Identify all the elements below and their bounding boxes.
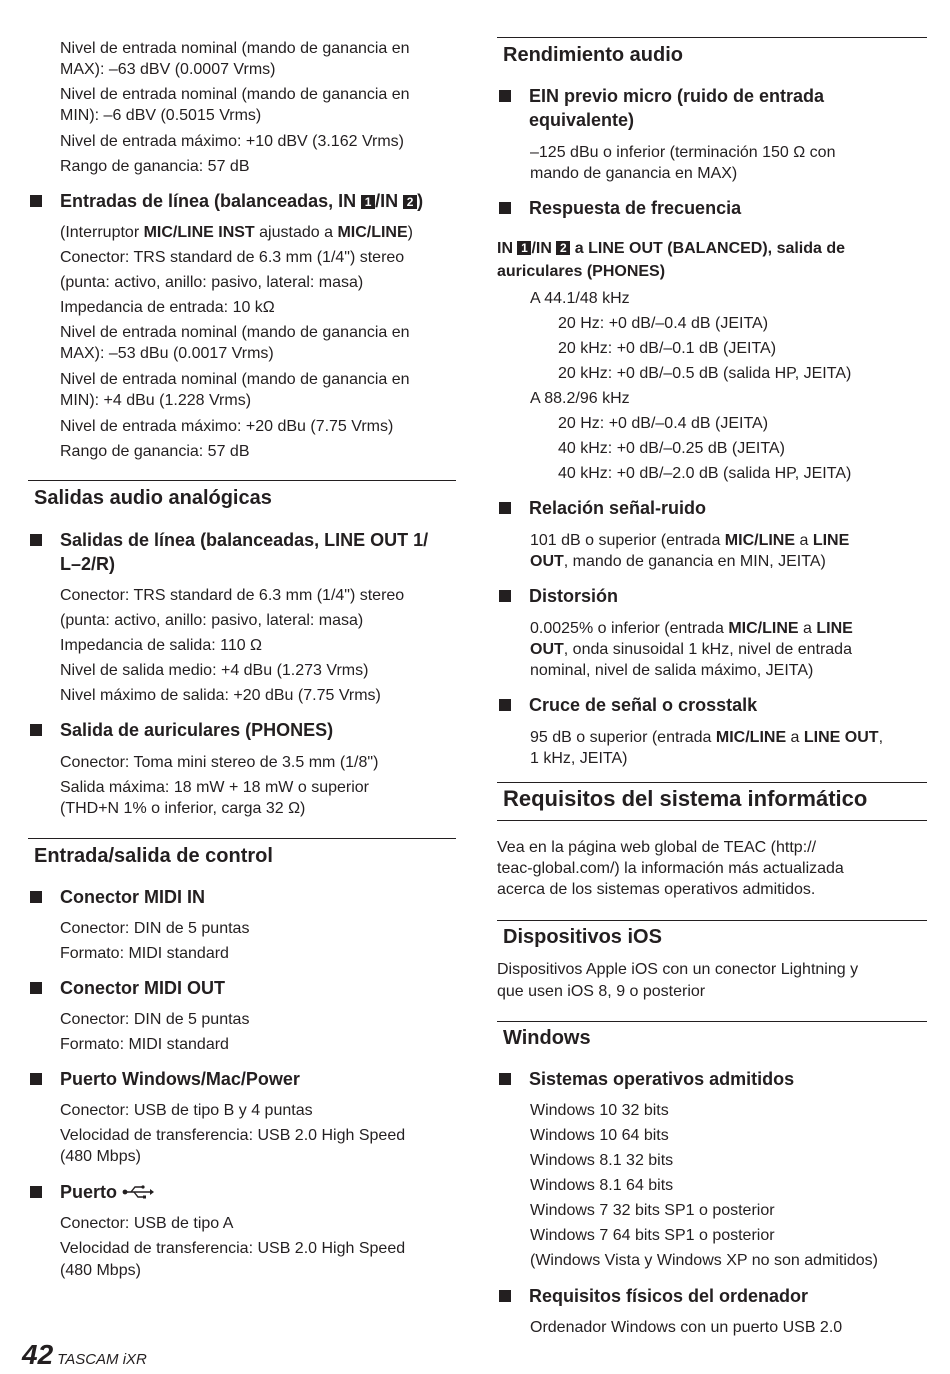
bullet-square-icon <box>499 502 511 514</box>
spec-line: MAX): –63 dBV (0.0007 Vrms) <box>60 61 276 78</box>
spec-line: Formato: MIDI standard <box>60 1036 229 1053</box>
os-list-item: Windows 10 64 bits <box>530 1127 669 1144</box>
spec-line: A 88.2/96 kHz <box>530 390 630 407</box>
spec-line: Nivel de entrada nominal (mando de ganancia en <box>60 324 410 341</box>
input-number-badge: 2 <box>403 195 417 209</box>
section-heading-phones: Salida de auriculares (PHONES) <box>28 718 333 742</box>
bullet-square-icon <box>30 195 42 207</box>
bullet-square-icon <box>499 590 511 602</box>
page-footer <box>22 1340 147 1370</box>
section-heading-crosstalk: Cruce de señal o crosstalk <box>497 693 757 717</box>
spec-line: Nivel de entrada máximo: +10 dBV (3.162 Vrms) <box>60 133 405 150</box>
os-list-item: Windows 7 64 bits SP1 o posterior <box>530 1227 775 1244</box>
section-heading-line-outputs-cont: L–2/R) <box>60 554 116 574</box>
spec-line: Impedancia de salida: 110 Ω <box>60 637 263 654</box>
bullet-square-icon <box>30 534 42 546</box>
spec-line: Ordenador Windows con un puerto USB 2.0 <box>530 1319 843 1336</box>
spec-line: Conector: USB de tipo B y 4 puntas <box>60 1102 313 1119</box>
section-heading-ein: EIN previo micro (ruido de entrada <box>497 84 824 108</box>
spec-line: Conector: TRS standard de 6.3 mm (1/4") stereo <box>60 249 405 266</box>
page-number: 42 <box>22 1339 54 1370</box>
section-heading-frequency-response: Respuesta de frecuencia <box>497 196 741 220</box>
spec-line: Rango de ganancia: 57 dB <box>60 158 250 175</box>
section-divider <box>28 838 456 839</box>
section-divider <box>497 920 927 921</box>
spec-line: 20 kHz: +0 dB/–0.1 dB (JEITA) <box>558 340 777 357</box>
section-title-control-io: Entrada/salida de control <box>34 845 273 867</box>
bullet-square-icon <box>30 891 42 903</box>
spec-line: Conector: DIN de 5 puntas <box>60 920 250 937</box>
bullet-square-icon <box>499 1290 511 1302</box>
section-heading-usb-port: Puerto <box>28 1180 154 1204</box>
spec-line: (punta: activo, anillo: pasivo, lateral: masa) <box>60 274 364 291</box>
section-heading-snr: Relación señal-ruido <box>497 496 706 520</box>
spec-line: 95 dB o superior (entrada MIC/LINE a LINE OUT, <box>530 729 884 746</box>
section-heading-usb-power: Puerto Windows/Mac/Power <box>28 1067 300 1091</box>
section-divider <box>28 480 456 481</box>
body-text: que usen iOS 8, 9 o posterior <box>497 983 706 1000</box>
section-heading-line-inputs: Entradas de línea (balanceadas, IN 1 /IN 2 ) <box>28 189 423 213</box>
body-text: Vea en la página web global de TEAC (http:// <box>497 839 817 856</box>
spec-line: MAX): –53 dBu (0.0017 Vrms) <box>60 345 274 362</box>
usb-trident-icon <box>122 1185 154 1199</box>
body-text: teac-global.com/) la información más actualizada <box>497 860 844 877</box>
spec-line: 101 dB o superior (entrada MIC/LINE a LINE <box>530 532 850 549</box>
spec-line: Nivel de entrada máximo: +20 dBu (7.75 Vrms) <box>60 418 394 435</box>
section-title-analog-outputs: Salidas audio analógicas <box>34 487 272 509</box>
section-title-system-requirements: Requisitos del sistema informático <box>503 786 868 811</box>
spec-line: 20 Hz: +0 dB/–0.4 dB (JEITA) <box>558 315 769 332</box>
section-heading-line-outputs: Salidas de línea (balanceadas, LINE OUT 1/ <box>28 528 428 552</box>
spec-line: Velocidad de transferencia: USB 2.0 High Speed <box>60 1240 406 1257</box>
spec-line: 40 kHz: +0 dB/–2.0 dB (salida HP, JEITA) <box>558 465 852 482</box>
spec-line: 20 kHz: +0 dB/–0.5 dB (salida HP, JEITA) <box>558 365 852 382</box>
input-number-badge: 1 <box>517 241 531 255</box>
section-heading-distortion: Distorsión <box>497 584 618 608</box>
bullet-square-icon <box>30 1073 42 1085</box>
frequency-response-subheading-cont: auriculares (PHONES) <box>497 263 666 280</box>
spec-line: MIN): +4 dBu (1.228 Vrms) <box>60 392 252 409</box>
bullet-square-icon <box>30 724 42 736</box>
spec-line: –125 dBu o inferior (terminación 150 Ω con <box>530 144 836 161</box>
spec-line: MIN): –6 dBV (0.5015 Vrms) <box>60 107 262 124</box>
spec-line: Conector: DIN de 5 puntas <box>60 1011 250 1028</box>
spec-line: (THD+N 1% o inferior, carga 32 Ω) <box>60 800 306 817</box>
spec-line: Velocidad de transferencia: USB 2.0 High Speed <box>60 1127 406 1144</box>
bullet-square-icon <box>499 1073 511 1085</box>
section-divider <box>497 1021 927 1022</box>
os-list-item: Windows 8.1 64 bits <box>530 1177 674 1194</box>
section-divider <box>497 37 927 38</box>
section-heading-ein-cont: equivalente) <box>529 110 635 130</box>
section-title-audio-performance: Rendimiento audio <box>503 44 683 66</box>
spec-line: Impedancia de entrada: 10 kΩ <box>60 299 275 316</box>
spec-line: 40 kHz: +0 dB/–0.25 dB (JEITA) <box>558 440 785 457</box>
spec-line: Salida máxima: 18 mW + 18 mW o superior <box>60 779 369 796</box>
spec-line: OUT, onda sinusoidal 1 kHz, nivel de entrada <box>530 641 852 658</box>
spec-line: Conector: Toma mini stereo de 3.5 mm (1/8") <box>60 754 379 771</box>
section-heading-hardware-requirements: Requisitos físicos del ordenador <box>497 1284 808 1308</box>
spec-line: (punta: activo, anillo: pasivo, lateral: masa) <box>60 612 364 629</box>
spec-line: Nivel de entrada nominal (mando de ganancia en <box>60 40 410 57</box>
spec-line: mando de ganancia en MAX) <box>530 165 738 182</box>
input-number-badge: 1 <box>361 195 375 209</box>
section-heading-midi-in: Conector MIDI IN <box>28 885 205 909</box>
section-divider <box>497 820 927 821</box>
os-list-item: Windows 8.1 32 bits <box>530 1152 674 1169</box>
spec-line: Conector: TRS standard de 6.3 mm (1/4") stereo <box>60 587 405 604</box>
spec-line: A 44.1/48 kHz <box>530 290 630 307</box>
section-title-ios: Dispositivos iOS <box>503 926 662 948</box>
section-heading-supported-os: Sistemas operativos admitidos <box>497 1067 794 1091</box>
spec-line: 1 kHz, JEITA) <box>530 750 628 767</box>
spec-line: Rango de ganancia: 57 dB <box>60 443 250 460</box>
spec-line: Nivel de salida medio: +4 dBu (1.273 Vrms) <box>60 662 369 679</box>
bullet-square-icon <box>499 699 511 711</box>
bullet-square-icon <box>499 202 511 214</box>
bullet-square-icon <box>30 1186 42 1198</box>
section-divider <box>497 782 927 783</box>
spec-line: 20 Hz: +0 dB/–0.4 dB (JEITA) <box>558 415 769 432</box>
frequency-response-subheading: IN 1 /IN 2 a LINE OUT (BALANCED), salida de <box>497 240 846 257</box>
input-number-badge: 2 <box>556 241 570 255</box>
spec-line: Nivel de entrada nominal (mando de ganancia en <box>60 371 410 388</box>
os-list-item: Windows 10 32 bits <box>530 1102 669 1119</box>
spec-line: OUT, mando de ganancia en MIN, JEITA) <box>530 553 826 570</box>
section-title-windows: Windows <box>503 1027 591 1049</box>
spec-line: 0.0025% o inferior (entrada MIC/LINE a LINE <box>530 620 853 637</box>
spec-line: (480 Mbps) <box>60 1262 141 1279</box>
body-text: acerca de los sistemas operativos admitidos. <box>497 881 816 898</box>
product-name: TASCAM iXR <box>57 1351 147 1368</box>
body-text: Dispositivos Apple iOS con un conector Lightning y <box>497 961 859 978</box>
spec-line: (Interruptor MIC/LINE INST ajustado a MIC/LINE) <box>60 224 413 241</box>
os-list-item: Windows 7 32 bits SP1 o posterior <box>530 1202 775 1219</box>
spec-line: Nivel de entrada nominal (mando de ganancia en <box>60 86 410 103</box>
spec-line: Formato: MIDI standard <box>60 945 229 962</box>
spec-line: Nivel máximo de salida: +20 dBu (7.75 Vrms) <box>60 687 381 704</box>
bullet-square-icon <box>499 90 511 102</box>
spec-line: nominal, nivel de salida máximo, JEITA) <box>530 662 814 679</box>
os-list-item: (Windows Vista y Windows XP no son admitidos) <box>530 1252 878 1269</box>
bullet-square-icon <box>30 982 42 994</box>
spec-line: (480 Mbps) <box>60 1148 141 1165</box>
spec-line: Conector: USB de tipo A <box>60 1215 234 1232</box>
section-heading-midi-out: Conector MIDI OUT <box>28 976 225 1000</box>
